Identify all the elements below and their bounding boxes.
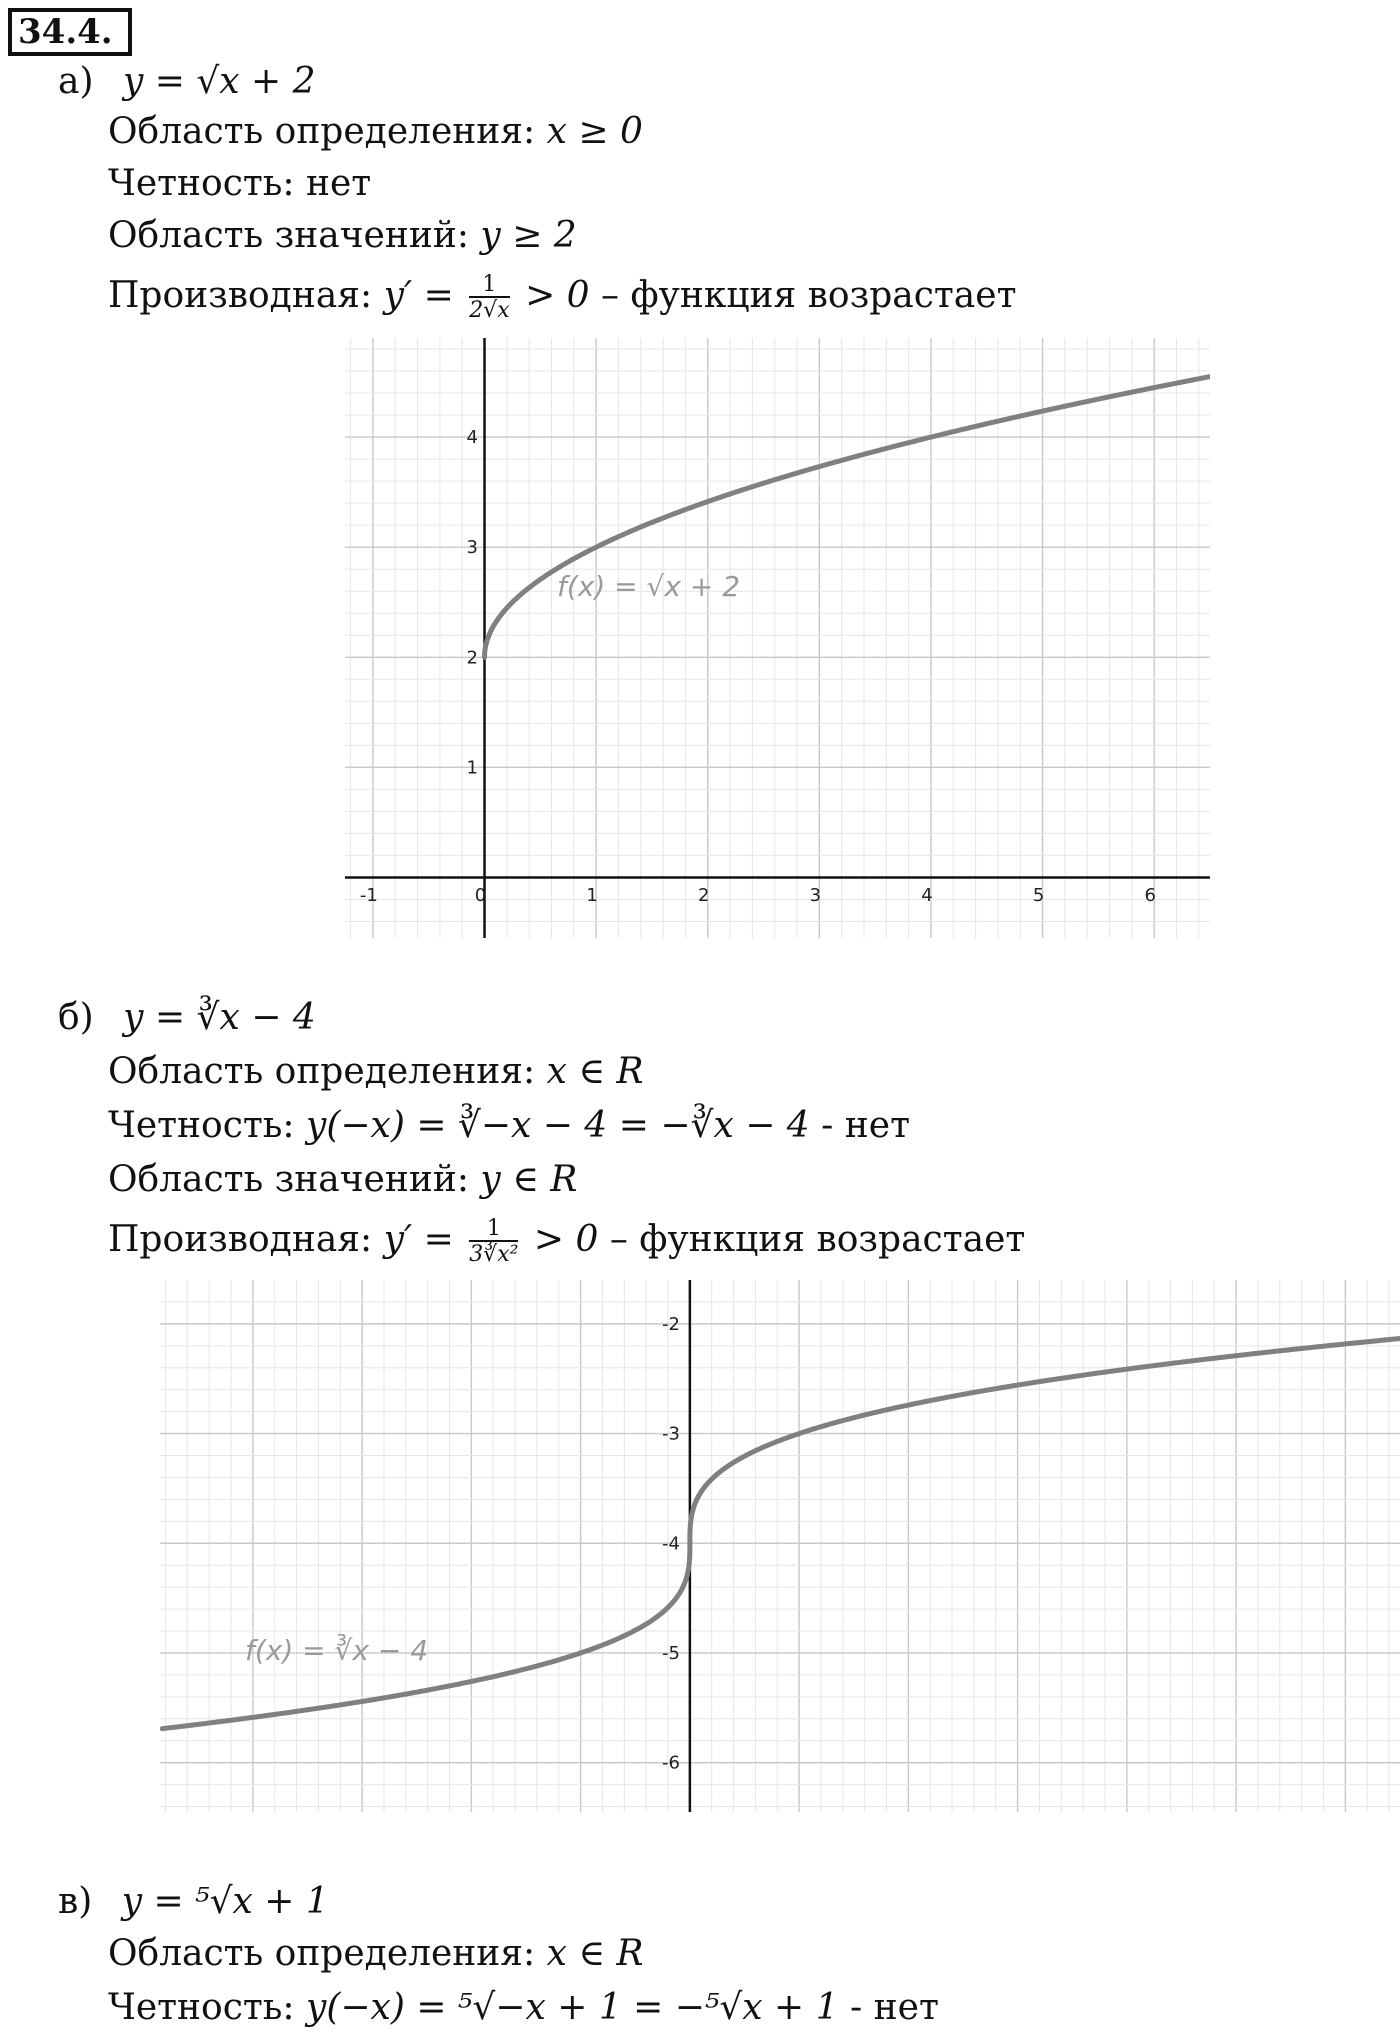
y-tick-label: -3 (662, 1423, 680, 1445)
range-value: y ≥ 2 (480, 215, 577, 256)
part-b-range (108, 1158, 577, 1202)
part-a-parity (108, 162, 371, 206)
x-tick-label: 3 (809, 885, 822, 906)
domain-label: Область определения: (108, 1933, 536, 1974)
part-a-formula: y = √x + 2 (122, 61, 316, 102)
derivative-fraction (469, 274, 509, 322)
domain-label: Область определения: (108, 1051, 536, 1092)
part-c-parity (108, 1986, 939, 2030)
x-tick-label: 1 (586, 885, 598, 906)
parity-label: Четность: (108, 163, 295, 204)
derivative-label: Производная: (108, 275, 373, 316)
derivative-lhs: y′ = (383, 1219, 454, 1260)
part-b-formula: y = ∛x − 4 (123, 997, 316, 1038)
y-tick-label: -4 (662, 1533, 680, 1555)
part-a-domain (108, 110, 643, 154)
part-c-domain (108, 1932, 644, 1976)
x-tick-label: 0 (474, 885, 487, 906)
domain-label: Область определения: (108, 111, 536, 152)
derivative-lhs: y′ = (383, 275, 454, 316)
x-tick-label: 2 (698, 885, 710, 906)
fraction-denominator: 2√x (469, 298, 510, 323)
y-tick-label: 3 (466, 537, 478, 559)
derivative-fraction (469, 1218, 518, 1266)
fraction-numerator: 1 (469, 274, 509, 298)
range-label: Область значений: (108, 1159, 469, 1200)
part-a-label: а) (58, 61, 94, 102)
derivative-note: – функция возрастает (601, 275, 1017, 316)
parity-label: Четность: (108, 1105, 295, 1146)
derivative-sign: > 0 (533, 1219, 599, 1260)
parity-label: Четность: (108, 1987, 295, 2028)
parity-value: y(−x) = ⁵√−x + 1 = −⁵√x + 1 (305, 1987, 839, 2028)
y-tick-label: -5 (662, 1642, 680, 1664)
function-label: f(x) = ∛x − 4 (245, 1634, 429, 1667)
y-tick-label: 1 (466, 757, 478, 779)
y-tick-label: 2 (466, 647, 478, 669)
function-label: f(x) = √x + 2 (557, 570, 741, 603)
domain-value: x ∈ R (546, 1933, 644, 1974)
derivative-label: Производная: (108, 1219, 373, 1260)
x-tick-label: 5 (1032, 885, 1045, 906)
range-label: Область значений: (108, 215, 469, 256)
range-value: y ∈ R (480, 1159, 578, 1200)
x-tick-label: 4 (921, 885, 933, 906)
fraction-denominator: 3∛x² (469, 1242, 519, 1267)
part-c-formula: y = ⁵√x + 1 (121, 1881, 329, 1922)
function-curve (485, 377, 1211, 658)
part-a-derivative (108, 274, 1017, 322)
parity-note: - нет (821, 1105, 910, 1146)
parity-value: нет (305, 163, 372, 204)
parity-note: - нет (850, 1987, 939, 2028)
part-b-parity (108, 1104, 910, 1148)
x-tick-label: 6 (1144, 885, 1156, 906)
part-c-label: в) (58, 1881, 93, 1922)
derivative-sign: > 0 (525, 275, 590, 316)
y-tick-label: -6 (662, 1752, 680, 1774)
domain-value: x ∈ R (546, 1051, 644, 1092)
part-b-derivative (108, 1218, 1025, 1266)
problem-number: 34.4. (8, 8, 132, 56)
fraction-numerator: 1 (469, 1218, 518, 1242)
part-a-heading (58, 60, 316, 104)
x-tick-label: -1 (359, 885, 378, 906)
parity-value: y(−x) = ∛−x − 4 = −∛x − 4 (305, 1105, 810, 1146)
part-c-heading (58, 1880, 329, 1924)
part-b-domain (108, 1050, 644, 1094)
part-b-label: б) (58, 997, 94, 1038)
part-b-heading (58, 996, 316, 1040)
graph-sqrt (345, 338, 1210, 938)
derivative-note: – функция возрастает (609, 1219, 1026, 1260)
domain-value: x ≥ 0 (546, 111, 643, 152)
part-a-range (108, 214, 577, 258)
graph-cbrt (160, 1280, 1400, 1812)
y-tick-label: -2 (662, 1313, 680, 1335)
y-tick-label: 4 (466, 427, 478, 449)
